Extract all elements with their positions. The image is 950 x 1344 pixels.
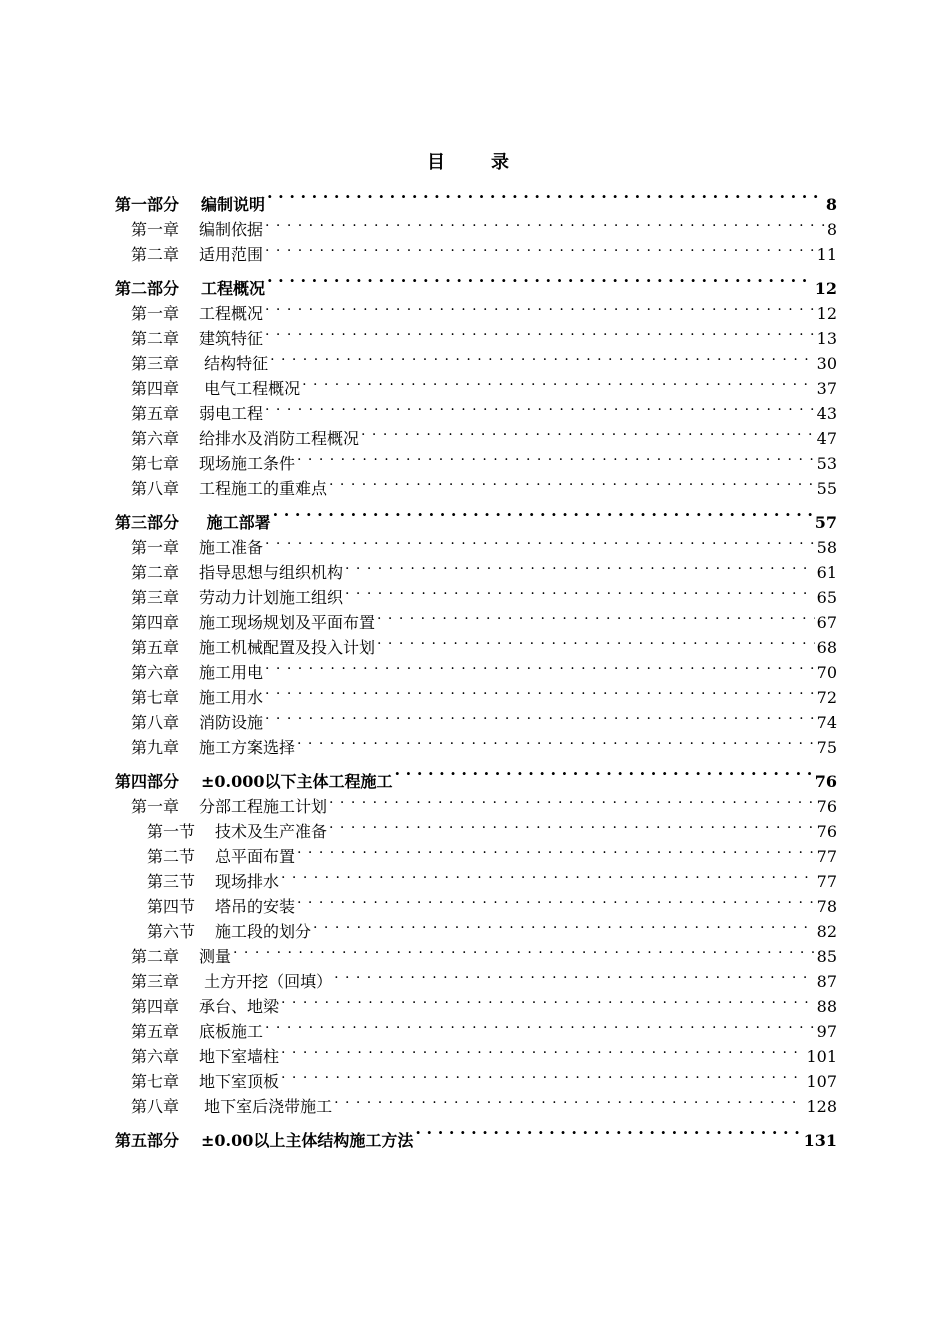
dot-leader (297, 887, 815, 912)
dot-leader (273, 494, 813, 528)
toc-entry-label (131, 994, 279, 1019)
toc-entry-title: 劳动力计划施工组织 (199, 588, 344, 607)
dot-leader (313, 912, 815, 937)
toc-entry-page-number: 47 (816, 429, 837, 448)
toc-entry-number: 第五章 (131, 404, 180, 423)
toc-entry-page-number: 57 (814, 513, 837, 532)
toc-entry-title: 地下室墙柱 (199, 1047, 280, 1066)
table-of-contents (115, 176, 837, 1150)
toc-entry-title: 施工机械配置及投入计划 (199, 638, 376, 657)
toc-entry-title: 总平面布置 (215, 847, 296, 866)
toc-entry-page-number: 85 (816, 947, 837, 966)
dot-leader (345, 553, 815, 578)
toc-entry-number: 第七章 (131, 688, 180, 707)
toc-entry-title: 结构特征 (199, 354, 269, 373)
dot-leader (395, 753, 813, 787)
dot-leader (329, 787, 815, 812)
toc-entry-page-number: 88 (816, 997, 837, 1016)
dot-leader (281, 862, 815, 887)
toc-entry-title: 施工用电 (199, 663, 264, 682)
toc-entry-page-number: 12 (816, 304, 837, 323)
toc-entry-label (147, 844, 295, 869)
dot-leader (302, 369, 815, 394)
toc-entry-page-number: 101 (806, 1047, 837, 1066)
dot-leader (377, 628, 815, 653)
toc-entry-page-number: 61 (816, 563, 837, 582)
toc-entry-number: 第二章 (131, 563, 180, 582)
toc-entry-page-number: 76 (816, 822, 837, 841)
toc-entry-title: 承台、地梁 (199, 997, 280, 1016)
toc-entry-page-number: 43 (816, 404, 837, 423)
toc-entry-number: 第八章 (131, 713, 180, 732)
toc-entry-number: 第二部分 (115, 279, 180, 298)
toc-entry-number: 第四节 (147, 897, 196, 916)
dot-leader (267, 176, 824, 210)
dot-leader (265, 528, 815, 553)
toc-entry-number: 第一节 (147, 822, 196, 841)
toc-entry-title: ±0.00以上主体结构施工方法 (201, 1131, 414, 1150)
toc-entry-page-number: 68 (816, 638, 837, 657)
toc-entry-number: 第二章 (131, 245, 180, 264)
toc-entry-title: 施工准备 (199, 538, 264, 557)
dot-leader (265, 235, 815, 260)
toc-entry-label (131, 1044, 279, 1069)
dot-leader (265, 394, 815, 419)
toc-entry-number: 第一章 (131, 538, 180, 557)
toc-entry-label (131, 685, 263, 710)
toc-entry-title: 适用范围 (199, 245, 264, 264)
dot-leader (265, 210, 825, 235)
dot-leader (297, 728, 815, 753)
toc-entry-number: 第六章 (131, 429, 180, 448)
toc-entry-number: 第五章 (131, 1022, 180, 1041)
toc-entry-title: 分部工程施工计划 (199, 797, 328, 816)
toc-title: 目 录 (427, 152, 523, 173)
toc-entry-page-number: 128 (806, 1097, 837, 1116)
toc-entry-title: 给排水及消防工程概况 (199, 429, 360, 448)
toc-entry-page-number: 70 (816, 663, 837, 682)
toc-entry-page-number: 82 (816, 922, 837, 941)
toc-entry-label (131, 794, 327, 819)
toc-entry-part[interactable] (115, 176, 837, 214)
toc-entry-page-number: 77 (816, 872, 837, 891)
toc-entry-label (131, 660, 263, 685)
dot-leader (297, 444, 815, 469)
dot-leader (377, 603, 815, 628)
toc-entry-page-number: 72 (816, 688, 837, 707)
toc-entry-number: 第三章 (131, 354, 180, 373)
toc-entry-label (131, 401, 263, 426)
toc-entry-label (131, 710, 263, 735)
toc-entry-page-number: 53 (816, 454, 837, 473)
toc-entry-number: 第六章 (131, 663, 180, 682)
toc-entry-number: 第五章 (131, 638, 180, 657)
toc-entry-number: 第一章 (131, 220, 180, 239)
toc-entry-page-number: 37 (816, 379, 837, 398)
toc-entry-title: 土方开挖（回填） (199, 972, 333, 991)
toc-entry-page-number: 67 (816, 613, 837, 632)
toc-entry-page-number: 77 (816, 847, 837, 866)
toc-entry-label (131, 585, 343, 610)
toc-entry-title: 施工方案选择 (199, 738, 296, 757)
dot-leader (281, 1062, 804, 1087)
toc-entry-page-number: 12 (814, 279, 837, 298)
dot-leader (270, 344, 815, 369)
dot-leader (297, 837, 815, 862)
dot-leader (281, 1037, 804, 1062)
toc-entry-label (131, 326, 263, 351)
toc-entry-label (147, 869, 279, 894)
toc-entry-title: 测量 (199, 947, 232, 966)
toc-entry-number: 第三章 (131, 972, 180, 991)
toc-entry-label (147, 894, 295, 919)
toc-entry-title: 指导思想与组织机构 (199, 563, 344, 582)
toc-entry-title: 塔吊的安装 (215, 897, 296, 916)
toc-entry-page-number: 74 (816, 713, 837, 732)
toc-entry-title: 编制依据 (199, 220, 264, 239)
toc-entry-label (131, 1069, 279, 1094)
dot-leader (233, 937, 815, 962)
toc-entry-title: 技术及生产准备 (215, 822, 328, 841)
dot-leader (361, 419, 815, 444)
toc-entry-title: 工程施工的重难点 (199, 479, 328, 498)
dot-leader (334, 1087, 804, 1112)
dot-leader (267, 260, 813, 294)
toc-entry-number: 第九章 (131, 738, 180, 757)
toc-entry-number: 第四部分 (115, 772, 180, 791)
toc-entry-number: 第八章 (131, 479, 180, 498)
toc-entry-number: 第六节 (147, 922, 196, 941)
toc-entry-number: 第一章 (131, 304, 180, 323)
toc-entry-title: 现场施工条件 (199, 454, 296, 473)
toc-entry-number: 第二章 (131, 329, 180, 348)
toc-entry-page-number: 8 (826, 220, 837, 239)
toc-entry-page-number: 58 (816, 538, 837, 557)
toc-entry-page-number: 76 (814, 772, 837, 791)
toc-entry-label (131, 1094, 332, 1119)
toc-entry-title: 地下室后浇带施工 (199, 1097, 333, 1116)
toc-entry-page-number: 11 (816, 245, 837, 264)
dot-leader (329, 812, 815, 837)
toc-entry-number: 第五部分 (115, 1131, 180, 1150)
dot-leader (265, 678, 815, 703)
toc-entry-label (131, 217, 263, 242)
dot-leader (265, 1012, 815, 1037)
toc-entry-label (131, 560, 343, 585)
toc-entry-title: ±0.000以下主体工程施工 (201, 772, 393, 791)
toc-entry-page-number: 8 (825, 195, 837, 214)
toc-entry-label (131, 610, 375, 635)
toc-entry-title: 消防设施 (199, 713, 264, 732)
toc-entry-title: 工程概况 (199, 304, 264, 323)
toc-entry-title: 施工部署 (201, 513, 271, 532)
toc-entry-page-number: 55 (816, 479, 837, 498)
toc-entry-title: 施工现场规划及平面布置 (199, 613, 376, 632)
toc-entry-title: 施工段的划分 (215, 922, 312, 941)
toc-entry-number: 第七章 (131, 454, 180, 473)
toc-entry-number: 第四章 (131, 997, 180, 1016)
toc-entry-page-number: 87 (816, 972, 837, 991)
toc-entry-number: 第四章 (131, 613, 180, 632)
dot-leader (265, 653, 815, 678)
toc-entry-title: 工程概况 (201, 279, 266, 298)
toc-entry-page-number: 131 (803, 1131, 837, 1150)
toc-entry-title: 建筑特征 (199, 329, 264, 348)
toc-entry-title: 施工用水 (199, 688, 264, 707)
dot-leader (415, 1112, 801, 1146)
dot-leader (334, 962, 815, 987)
toc-entry-title: 地下室顶板 (199, 1072, 280, 1091)
toc-entry-number: 第三章 (131, 588, 180, 607)
toc-entry-number: 第七章 (131, 1072, 180, 1091)
toc-entry-page-number: 13 (816, 329, 837, 348)
toc-entry-page-number: 30 (816, 354, 837, 373)
toc-entry-label (131, 735, 295, 760)
dot-leader (265, 319, 815, 344)
toc-entry-page-number: 75 (816, 738, 837, 757)
toc-entry-label (115, 1124, 413, 1158)
dot-leader (345, 578, 815, 603)
dot-leader (265, 294, 815, 319)
toc-entry-number: 第一章 (131, 797, 180, 816)
dot-leader (281, 987, 815, 1012)
toc-entry-page-number: 78 (816, 897, 837, 916)
toc-entry-title: 弱电工程 (199, 404, 264, 423)
toc-entry-label (131, 242, 263, 267)
toc-entry-label (131, 944, 231, 969)
toc-entry-title: 底板施工 (199, 1022, 264, 1041)
dot-leader (329, 469, 815, 494)
toc-entry-number: 第一部分 (115, 195, 180, 214)
toc-entry-page-number: 76 (816, 797, 837, 816)
toc-entry-page-number: 107 (806, 1072, 837, 1091)
toc-entry-number: 第三节 (147, 872, 196, 891)
dot-leader (265, 703, 815, 728)
toc-entry-label (131, 535, 263, 560)
toc-entry-page-number: 97 (816, 1022, 837, 1041)
toc-entry-number: 第六章 (131, 1047, 180, 1066)
toc-entry-number: 第二章 (131, 947, 180, 966)
toc-entry-number: 第三部分 (115, 513, 180, 532)
toc-entry-page-number: 65 (816, 588, 837, 607)
toc-entry-label (131, 451, 295, 476)
toc-entry-title: 编制说明 (201, 195, 266, 214)
toc-entry-title: 电气工程概况 (199, 379, 301, 398)
toc-entry-label (131, 1019, 263, 1044)
toc-entry-number: 第八章 (131, 1097, 180, 1116)
toc-entry-number: 第二节 (147, 847, 196, 866)
toc-entry-title: 现场排水 (215, 872, 280, 891)
toc-entry-label (131, 351, 268, 376)
toc-entry-number: 第四章 (131, 379, 180, 398)
toc-entry-label (131, 301, 263, 326)
